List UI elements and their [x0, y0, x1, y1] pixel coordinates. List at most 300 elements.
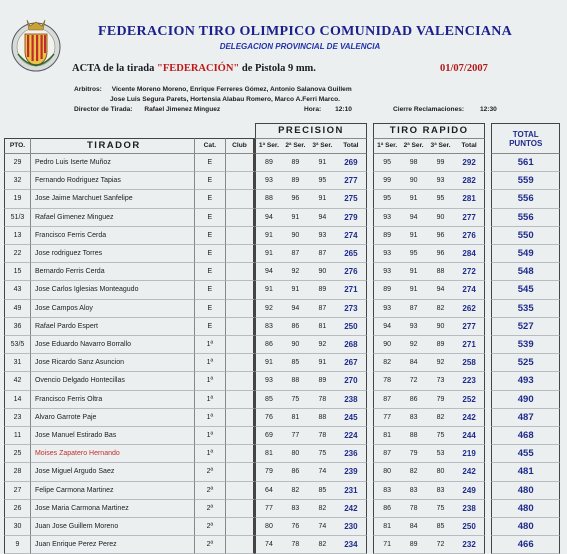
- cat-cell: 1ª: [195, 445, 226, 463]
- rapido-ser2-cell: 91: [400, 281, 427, 299]
- cat-cell: 1ª: [195, 354, 226, 372]
- rapido-ser2-cell: 89: [400, 536, 427, 554]
- rapido-ser1-cell: 89: [373, 281, 400, 299]
- tiro-rapido-header: TIRO RAPIDO: [373, 123, 485, 138]
- precision-ser2-cell: 88: [282, 372, 309, 390]
- acta-prefix: ACTA de la tirada: [72, 63, 155, 74]
- cat-cell: 1ª: [195, 409, 226, 427]
- col-r-ser3: 3ª Ser.: [427, 138, 454, 154]
- pto-cell: 32: [4, 172, 31, 190]
- precision-ser3-cell: 87: [309, 245, 336, 263]
- precision-ser2-cell: 86: [282, 463, 309, 481]
- precision-ser2-cell: 82: [282, 482, 309, 500]
- rapido-ser1-cell: 95: [373, 190, 400, 208]
- precision-total-cell: 265: [336, 245, 367, 263]
- precision-ser2-cell: 92: [282, 263, 309, 281]
- club-cell: [226, 154, 255, 172]
- rapido-total-cell: 242: [454, 463, 485, 481]
- table-group-header: [4, 123, 560, 138]
- federation-title: FEDERACION TIRO OLIMPICO COMUNIDAD VALENCIANA: [98, 24, 513, 39]
- precision-ser1-cell: 91: [255, 227, 282, 245]
- precision-ser3-cell: 89: [309, 281, 336, 299]
- cat-cell: E: [195, 281, 226, 299]
- tirador-cell: Moises Zapatero Hernando: [31, 445, 195, 463]
- precision-ser3-cell: 88: [309, 409, 336, 427]
- hora-label: Hora:: [304, 106, 322, 113]
- rapido-ser3-cell: 90: [427, 318, 454, 336]
- cat-cell: E: [195, 154, 226, 172]
- tirador-cell: Ovencio Delgado Hontecillas: [31, 372, 195, 390]
- pto-cell: 26: [4, 500, 31, 518]
- table-row: [4, 227, 560, 245]
- rapido-total-cell: 262: [454, 300, 485, 318]
- total-puntos-cell: 550: [491, 227, 560, 245]
- total-puntos-cell: 561: [491, 154, 560, 172]
- precision-ser2-cell: 94: [282, 300, 309, 318]
- rapido-ser1-cell: 93: [373, 263, 400, 281]
- rapido-total-cell: 271: [454, 336, 485, 354]
- club-cell: [226, 482, 255, 500]
- precision-ser2-cell: 86: [282, 318, 309, 336]
- acta-title: [72, 63, 316, 74]
- precision-ser1-cell: 88: [255, 190, 282, 208]
- rapido-ser1-cell: 86: [373, 500, 400, 518]
- table-row: [4, 300, 560, 318]
- precision-ser3-cell: 94: [309, 209, 336, 227]
- precision-total-cell: 268: [336, 336, 367, 354]
- rapido-ser1-cell: 99: [373, 172, 400, 190]
- table-row: [4, 372, 560, 390]
- col-p-ser3: 3ª Ser.: [309, 138, 336, 154]
- delegation-subtitle: DELEGACION PROVINCIAL DE VALENCIA: [219, 42, 381, 51]
- rapido-total-cell: 281: [454, 190, 485, 208]
- total-puntos-line2: PUNTOS: [509, 138, 543, 148]
- rapido-ser3-cell: 73: [427, 372, 454, 390]
- cat-cell: E: [195, 172, 226, 190]
- rapido-ser2-cell: 83: [400, 409, 427, 427]
- rapido-ser2-cell: 72: [400, 372, 427, 390]
- rapido-ser2-cell: 79: [400, 445, 427, 463]
- precision-ser1-cell: 76: [255, 409, 282, 427]
- rapido-ser1-cell: 93: [373, 245, 400, 263]
- pto-cell: 49: [4, 300, 31, 318]
- col-p-total: Total: [336, 138, 367, 154]
- rapido-ser1-cell: 90: [373, 336, 400, 354]
- precision-ser2-cell: 89: [282, 154, 309, 172]
- precision-total-cell: 238: [336, 391, 367, 409]
- rapido-total-cell: 274: [454, 281, 485, 299]
- table-row: [4, 354, 560, 372]
- rapido-total-cell: 282: [454, 172, 485, 190]
- precision-ser3-cell: 89: [309, 372, 336, 390]
- table-row: [4, 482, 560, 500]
- precision-ser1-cell: 77: [255, 500, 282, 518]
- rapido-ser2-cell: 90: [400, 172, 427, 190]
- precision-ser2-cell: 85: [282, 354, 309, 372]
- cat-cell: 2ª: [195, 500, 226, 518]
- precision-ser3-cell: 95: [309, 172, 336, 190]
- rapido-ser2-cell: 91: [400, 227, 427, 245]
- pto-cell: 14: [4, 391, 31, 409]
- precision-ser1-cell: 94: [255, 209, 282, 227]
- table-row: [4, 263, 560, 281]
- precision-ser2-cell: 89: [282, 172, 309, 190]
- pto-cell: 27: [4, 482, 31, 500]
- table-row: [4, 536, 560, 554]
- cat-cell: E: [195, 190, 226, 208]
- rapido-ser3-cell: 89: [427, 336, 454, 354]
- cat-cell: E: [195, 263, 226, 281]
- rapido-total-cell: 272: [454, 263, 485, 281]
- rapido-total-cell: 252: [454, 391, 485, 409]
- tirador-cell: Jose Manuel Estirado Bas: [31, 427, 195, 445]
- precision-total-cell: 271: [336, 281, 367, 299]
- total-puntos-cell: 455: [491, 445, 560, 463]
- total-puntos-cell: 480: [491, 500, 560, 518]
- rapido-total-cell: 223: [454, 372, 485, 390]
- rapido-ser3-cell: 82: [427, 409, 454, 427]
- rapido-ser3-cell: 75: [427, 500, 454, 518]
- table-row: [4, 154, 560, 172]
- table-row: [4, 409, 560, 427]
- rapido-ser1-cell: 87: [373, 391, 400, 409]
- director-row: [74, 106, 220, 113]
- cierre-value: 12:30: [479, 106, 497, 113]
- precision-ser3-cell: 78: [309, 427, 336, 445]
- rapido-total-cell: 250: [454, 518, 485, 536]
- precision-ser1-cell: 80: [255, 518, 282, 536]
- precision-ser2-cell: 80: [282, 445, 309, 463]
- table-row: [4, 190, 560, 208]
- rapido-ser3-cell: 95: [427, 190, 454, 208]
- hora-row: [304, 106, 352, 113]
- rapido-ser1-cell: 81: [373, 427, 400, 445]
- rapido-total-cell: 258: [454, 354, 485, 372]
- precision-ser3-cell: 87: [309, 300, 336, 318]
- precision-ser1-cell: 91: [255, 281, 282, 299]
- table-column-header: [4, 138, 560, 154]
- rapido-ser1-cell: 87: [373, 445, 400, 463]
- total-puntos-cell: 549: [491, 245, 560, 263]
- tirador-cell: Jose Miguel Argudo Saez: [31, 463, 195, 481]
- rapido-ser3-cell: 88: [427, 263, 454, 281]
- table-row: [4, 281, 560, 299]
- precision-ser1-cell: 64: [255, 482, 282, 500]
- pto-cell: 23: [4, 409, 31, 427]
- precision-ser2-cell: 91: [282, 281, 309, 299]
- total-puntos-cell: 490: [491, 391, 560, 409]
- rapido-ser2-cell: 84: [400, 518, 427, 536]
- col-club: Club: [226, 138, 255, 154]
- rapido-ser3-cell: 75: [427, 427, 454, 445]
- rapido-ser2-cell: 93: [400, 318, 427, 336]
- pto-cell: 22: [4, 245, 31, 263]
- rapido-ser3-cell: 80: [427, 463, 454, 481]
- rapido-total-cell: 242: [454, 409, 485, 427]
- precision-ser3-cell: 93: [309, 227, 336, 245]
- cat-cell: E: [195, 209, 226, 227]
- table-row: [4, 318, 560, 336]
- rapido-ser3-cell: 83: [427, 482, 454, 500]
- rapido-ser1-cell: 93: [373, 209, 400, 227]
- precision-ser2-cell: 81: [282, 409, 309, 427]
- table-row: [4, 463, 560, 481]
- club-cell: [226, 318, 255, 336]
- tirador-cell: Jose Eduardo Navarro Borrallo: [31, 336, 195, 354]
- rapido-ser1-cell: 94: [373, 318, 400, 336]
- rapido-ser3-cell: 92: [427, 354, 454, 372]
- precision-total-cell: 269: [336, 154, 367, 172]
- tirador-cell: Alvaro Garrote Paje: [31, 409, 195, 427]
- pto-cell: 30: [4, 518, 31, 536]
- club-cell: [226, 336, 255, 354]
- total-puntos-line1: TOTAL: [512, 129, 539, 139]
- acta-name: "FEDERACIÓN": [156, 63, 240, 74]
- total-puntos-cell: 527: [491, 318, 560, 336]
- precision-ser1-cell: 86: [255, 336, 282, 354]
- precision-total-cell: 231: [336, 482, 367, 500]
- rapido-ser3-cell: 85: [427, 518, 454, 536]
- precision-ser3-cell: 90: [309, 263, 336, 281]
- rapido-total-cell: 232: [454, 536, 485, 554]
- cat-cell: E: [195, 245, 226, 263]
- precision-ser1-cell: 91: [255, 354, 282, 372]
- arbitros-line1: Vicente Moreno Moreno, Enrique Ferreres Gómez, Antonio Salanova Guillem: [111, 86, 352, 93]
- table-row: [4, 336, 560, 354]
- rapido-ser3-cell: 99: [427, 154, 454, 172]
- cat-cell: E: [195, 227, 226, 245]
- precision-ser1-cell: 83: [255, 318, 282, 336]
- pto-cell: 28: [4, 463, 31, 481]
- precision-total-cell: 267: [336, 354, 367, 372]
- arbitros-line2: Jose Luis Segura Parets, Hortensia Alabau Romero, Marco A.Ferri Marco.: [110, 96, 340, 103]
- tirador-cell: Jose Campos Aloy: [31, 300, 195, 318]
- precision-ser2-cell: 90: [282, 227, 309, 245]
- cat-cell: 2ª: [195, 482, 226, 500]
- col-pto: PTO.: [4, 138, 31, 154]
- tirador-cell: Jose Carlos Iglesias Monteagudo: [31, 281, 195, 299]
- precision-ser1-cell: 79: [255, 463, 282, 481]
- rapido-ser3-cell: 79: [427, 391, 454, 409]
- director-name: Rafael Jimenez Minguez: [144, 106, 221, 113]
- rapido-total-cell: 244: [454, 427, 485, 445]
- precision-total-cell: 234: [336, 536, 367, 554]
- table-row: [4, 172, 560, 190]
- precision-total-cell: 224: [336, 427, 367, 445]
- club-cell: [226, 209, 255, 227]
- precision-ser3-cell: 74: [309, 518, 336, 536]
- tirador-cell: Juan Enrique Perez Perez: [31, 536, 195, 554]
- precision-total-cell: 279: [336, 209, 367, 227]
- precision-ser1-cell: 85: [255, 391, 282, 409]
- cat-cell: 2ª: [195, 463, 226, 481]
- table-row: [4, 209, 560, 227]
- rapido-ser2-cell: 87: [400, 300, 427, 318]
- tirador-cell: Francisco Ferris Cerda: [31, 227, 195, 245]
- total-puntos-cell: 539: [491, 336, 560, 354]
- precision-ser3-cell: 81: [309, 318, 336, 336]
- precision-ser1-cell: 89: [255, 154, 282, 172]
- precision-ser3-cell: 91: [309, 190, 336, 208]
- rapido-ser3-cell: 53: [427, 445, 454, 463]
- rapido-ser2-cell: 95: [400, 245, 427, 263]
- rapido-ser1-cell: 95: [373, 154, 400, 172]
- col-r-total: Total: [454, 138, 485, 154]
- club-cell: [226, 445, 255, 463]
- table-row: [4, 245, 560, 263]
- club-cell: [226, 300, 255, 318]
- precision-total-cell: 239: [336, 463, 367, 481]
- rapido-ser1-cell: 93: [373, 300, 400, 318]
- rapido-total-cell: 277: [454, 318, 485, 336]
- rapido-ser3-cell: 82: [427, 300, 454, 318]
- arbitros-row: [74, 86, 352, 93]
- precision-ser2-cell: 76: [282, 518, 309, 536]
- rapido-ser1-cell: 83: [373, 482, 400, 500]
- results-body: [4, 154, 560, 554]
- rapido-ser3-cell: 94: [427, 281, 454, 299]
- precision-total-cell: 245: [336, 409, 367, 427]
- pto-cell: 19: [4, 190, 31, 208]
- total-puntos-cell: 480: [491, 518, 560, 536]
- total-puntos-cell: 525: [491, 354, 560, 372]
- cat-cell: 1ª: [195, 391, 226, 409]
- rapido-total-cell: 219: [454, 445, 485, 463]
- rapido-ser2-cell: 91: [400, 263, 427, 281]
- rapido-total-cell: 292: [454, 154, 485, 172]
- pto-cell: 15: [4, 263, 31, 281]
- precision-ser3-cell: 85: [309, 482, 336, 500]
- pto-cell: 9: [4, 536, 31, 554]
- precision-ser1-cell: 81: [255, 445, 282, 463]
- tirador-cell: Jose Ricardo Sanz Asuncion: [31, 354, 195, 372]
- club-cell: [226, 391, 255, 409]
- cat-cell: 1ª: [195, 372, 226, 390]
- total-puntos-header: [491, 123, 560, 154]
- tirador-cell: Jose Maria Carmona Martinez: [31, 500, 195, 518]
- precision-ser3-cell: 78: [309, 391, 336, 409]
- tirador-cell: Rafael Pardo Espert: [31, 318, 195, 336]
- col-r-ser1: 1ª Ser.: [373, 138, 400, 154]
- club-cell: [226, 263, 255, 281]
- rapido-ser2-cell: 83: [400, 482, 427, 500]
- pto-cell: 25: [4, 445, 31, 463]
- rapido-total-cell: 249: [454, 482, 485, 500]
- table-row: [4, 427, 560, 445]
- col-p-ser2: 2ª Ser.: [282, 138, 309, 154]
- club-cell: [226, 463, 255, 481]
- rapido-ser3-cell: 90: [427, 209, 454, 227]
- table-row: [4, 445, 560, 463]
- rapido-ser1-cell: 82: [373, 354, 400, 372]
- total-puntos-cell: 559: [491, 172, 560, 190]
- total-puntos-cell: 556: [491, 190, 560, 208]
- pto-cell: 42: [4, 372, 31, 390]
- pto-cell: 31: [4, 354, 31, 372]
- rapido-ser2-cell: 86: [400, 391, 427, 409]
- total-puntos-cell: 493: [491, 372, 560, 390]
- rapido-ser1-cell: 80: [373, 463, 400, 481]
- club-cell: [226, 190, 255, 208]
- rapido-ser3-cell: 93: [427, 172, 454, 190]
- tirador-cell: Bernardo Ferris Cerda: [31, 263, 195, 281]
- precision-total-cell: 274: [336, 227, 367, 245]
- col-r-ser2: 2ª Ser.: [400, 138, 427, 154]
- pto-cell: 36: [4, 318, 31, 336]
- precision-ser3-cell: 75: [309, 445, 336, 463]
- rapido-ser1-cell: 89: [373, 227, 400, 245]
- cat-cell: E: [195, 300, 226, 318]
- hora-value: 12:10: [335, 106, 352, 113]
- total-puntos-cell: 545: [491, 281, 560, 299]
- precision-total-cell: 250: [336, 318, 367, 336]
- precision-ser3-cell: 82: [309, 536, 336, 554]
- results-table: [4, 123, 560, 554]
- precision-header: PRECISION: [255, 123, 367, 138]
- tirador-cell: Juan Jose Guillem Moreno: [31, 518, 195, 536]
- director-label: Director de Tirada:: [74, 106, 133, 113]
- col-tirador: TIRADOR: [31, 138, 195, 154]
- pto-cell: 53/5: [4, 336, 31, 354]
- tirador-cell: Jose rodriguez Torres: [31, 245, 195, 263]
- total-puntos-cell: 466: [491, 536, 560, 554]
- precision-ser2-cell: 78: [282, 536, 309, 554]
- pto-cell: 13: [4, 227, 31, 245]
- precision-ser3-cell: 74: [309, 463, 336, 481]
- rapido-ser3-cell: 96: [427, 245, 454, 263]
- precision-ser2-cell: 83: [282, 500, 309, 518]
- club-cell: [226, 227, 255, 245]
- precision-ser2-cell: 96: [282, 190, 309, 208]
- rapido-total-cell: 238: [454, 500, 485, 518]
- precision-ser1-cell: 91: [255, 245, 282, 263]
- tirador-cell: Pedro Luis Iserte Muñoz: [31, 154, 195, 172]
- acta-suffix: de Pistola 9 mm.: [241, 63, 316, 74]
- table-row: [4, 500, 560, 518]
- tirador-cell: Rafael Gimenez Minguez: [31, 209, 195, 227]
- precision-total-cell: 276: [336, 263, 367, 281]
- precision-ser3-cell: 92: [309, 336, 336, 354]
- precision-ser1-cell: 69: [255, 427, 282, 445]
- pto-cell: 29: [4, 154, 31, 172]
- precision-ser1-cell: 93: [255, 172, 282, 190]
- precision-total-cell: 236: [336, 445, 367, 463]
- precision-ser2-cell: 77: [282, 427, 309, 445]
- rapido-ser2-cell: 82: [400, 463, 427, 481]
- precision-total-cell: 277: [336, 172, 367, 190]
- cierre-label: Cierre Reclamaciones:: [393, 106, 465, 113]
- table-row: [4, 391, 560, 409]
- tirador-cell: Jose Jaime Marchuet Sanfelipe: [31, 190, 195, 208]
- rapido-ser1-cell: 71: [373, 536, 400, 554]
- precision-total-cell: 270: [336, 372, 367, 390]
- tirador-cell: Felipe Carmona Martinez: [31, 482, 195, 500]
- rapido-total-cell: 284: [454, 245, 485, 263]
- precision-ser2-cell: 91: [282, 209, 309, 227]
- col-cat: Cat.: [195, 138, 226, 154]
- pto-cell: 43: [4, 281, 31, 299]
- rapido-ser1-cell: 81: [373, 518, 400, 536]
- cat-cell: 2ª: [195, 536, 226, 554]
- precision-ser1-cell: 92: [255, 300, 282, 318]
- club-cell: [226, 536, 255, 554]
- acta-date: 01/07/2007: [440, 63, 488, 74]
- rapido-ser1-cell: 78: [373, 372, 400, 390]
- club-cell: [226, 172, 255, 190]
- cierre-row: [393, 106, 497, 113]
- club-cell: [226, 245, 255, 263]
- precision-total-cell: 275: [336, 190, 367, 208]
